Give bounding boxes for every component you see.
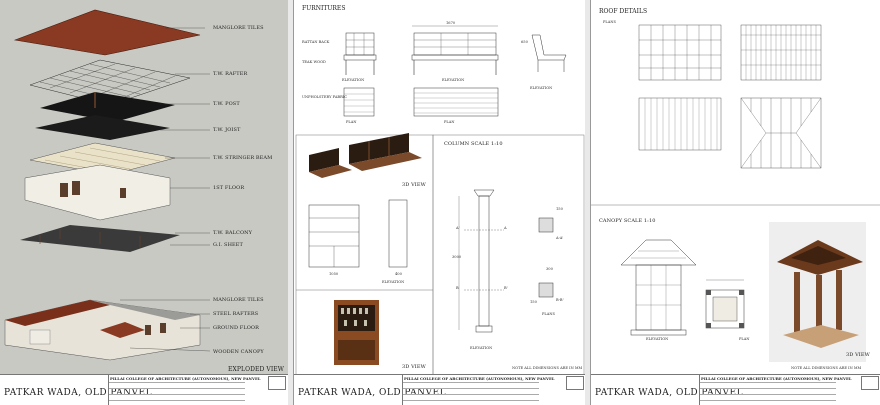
label-tw-stringer-beam: T.W. STRINGER BEAM [213, 155, 273, 161]
label-teak-wood: TEAK WOOD [302, 60, 326, 64]
section-b: B [456, 286, 459, 290]
roof-canopy-drawings [591, 0, 880, 405]
sofa-plan-label: PLAN [444, 120, 455, 124]
sofa-3d-view-label: 3D VIEW [402, 182, 426, 188]
dimension-note: NOTE ALL DIMENSIONS ARE IN MM [512, 366, 583, 370]
sheet-exploded-view [0, 0, 288, 405]
label-tw-joist: T.W. JOIST [213, 127, 241, 133]
furnitures-title: FURNITURES [302, 5, 346, 12]
plans-label: PLANS [603, 20, 617, 24]
dim-1050: 1050 [329, 272, 339, 276]
title-block-grid [402, 375, 539, 405]
dim-3000: 3000 [452, 255, 462, 259]
sheet-number-box [268, 376, 286, 390]
sheet-furnitures [293, 0, 586, 405]
roof-details-title: ROOF DETAILS [599, 8, 648, 15]
institute-name: PILLAI COLLEGE OF ARCHITECTURE (AUTONOMOUS), NEW PANVEL [701, 376, 852, 381]
label-upholstery: UNPHOLSTERY FABRIC [302, 95, 347, 99]
dimension-note: NOTE ALL DIMENSIONS ARE IN MM [791, 366, 862, 370]
column-elevation-label: ELEVATION [470, 346, 493, 350]
canopy-plan-label: PLAN [739, 337, 750, 341]
exploded-axonometric-drawing [0, 0, 288, 405]
label-wooden-canopy: WOODEN CANOPY [213, 349, 264, 355]
project-name: PATKAR WADA, OLD PANVEL [4, 388, 153, 398]
sheet-number-box [566, 376, 584, 390]
section-a-prime: A' [456, 226, 460, 230]
sheet-roof-canopy [590, 0, 880, 405]
dim-650: 650 [521, 40, 528, 44]
title-block-grid [699, 375, 836, 405]
section-a-a: A-A' [556, 236, 564, 240]
title-block [294, 374, 586, 405]
label-manglore-tiles: MANGLORE TILES [213, 25, 264, 31]
label-tw-rafter: T.W. RAFTER [213, 71, 248, 77]
label-1st-floor: 1ST FLOOR [213, 185, 245, 191]
label-steel-rafters: STEEL RAFTERS [213, 311, 259, 317]
project-name: PATKAR WADA, OLD PANVEL [595, 388, 744, 398]
label-tw-balcony: T.W. BALCONY [213, 230, 253, 236]
column-plans-label: PLANS [542, 312, 556, 316]
dim-1670: 1670 [446, 21, 456, 25]
canopy-title: CANOPY SCALE 1:10 [599, 218, 656, 224]
label-tw-post: T.W. POST [213, 101, 240, 107]
dim-300: 300 [546, 267, 553, 271]
exploded-view-caption: EXPLODED VIEW [228, 366, 285, 373]
canopy-3d-view-label: 3D VIEW [846, 352, 870, 358]
dim-400: 400 [395, 272, 402, 276]
sofa-elevation-label: ELEVATION [442, 78, 465, 82]
chair-elevation-label: ELEVATION [342, 78, 365, 82]
cabinet-elevation-label: ELEVATION [382, 280, 405, 284]
label-ground-floor: GROUND FLOOR [213, 325, 259, 331]
title-block [0, 374, 288, 405]
title-block [591, 374, 880, 405]
section-b-prime: B' [504, 286, 508, 290]
sheet-number-box [861, 376, 879, 390]
dim-150-b: 150 [530, 300, 537, 304]
label-manglore-tiles-2: MANGLORE TILES [213, 297, 264, 303]
cabinet-3d-view-label: 3D VIEW [402, 364, 426, 370]
label-gi-sheet: G.I. SHEET [213, 242, 243, 248]
chair-plan-label: PLAN [346, 120, 357, 124]
dim-150-a: 150 [556, 207, 563, 211]
side-elevation-label: ELEVATION [530, 86, 553, 90]
project-name: PATKAR WADA, OLD PANVEL [298, 388, 447, 398]
title-block-grid [108, 375, 245, 405]
institute-name: PILLAI COLLEGE OF ARCHITECTURE (AUTONOMOUS), NEW PANVEL [110, 376, 261, 381]
label-rattan-back: RATTAN BACK [302, 40, 330, 44]
furniture-drawings [294, 0, 586, 405]
canopy-elevation-label: ELEVATION [646, 337, 669, 341]
section-a: A [504, 226, 507, 230]
column-title: COLUMN SCALE 1:10 [444, 141, 503, 147]
institute-name: PILLAI COLLEGE OF ARCHITECTURE (AUTONOMOUS), NEW PANVEL [404, 376, 555, 381]
section-b-b: B-B' [556, 298, 564, 302]
